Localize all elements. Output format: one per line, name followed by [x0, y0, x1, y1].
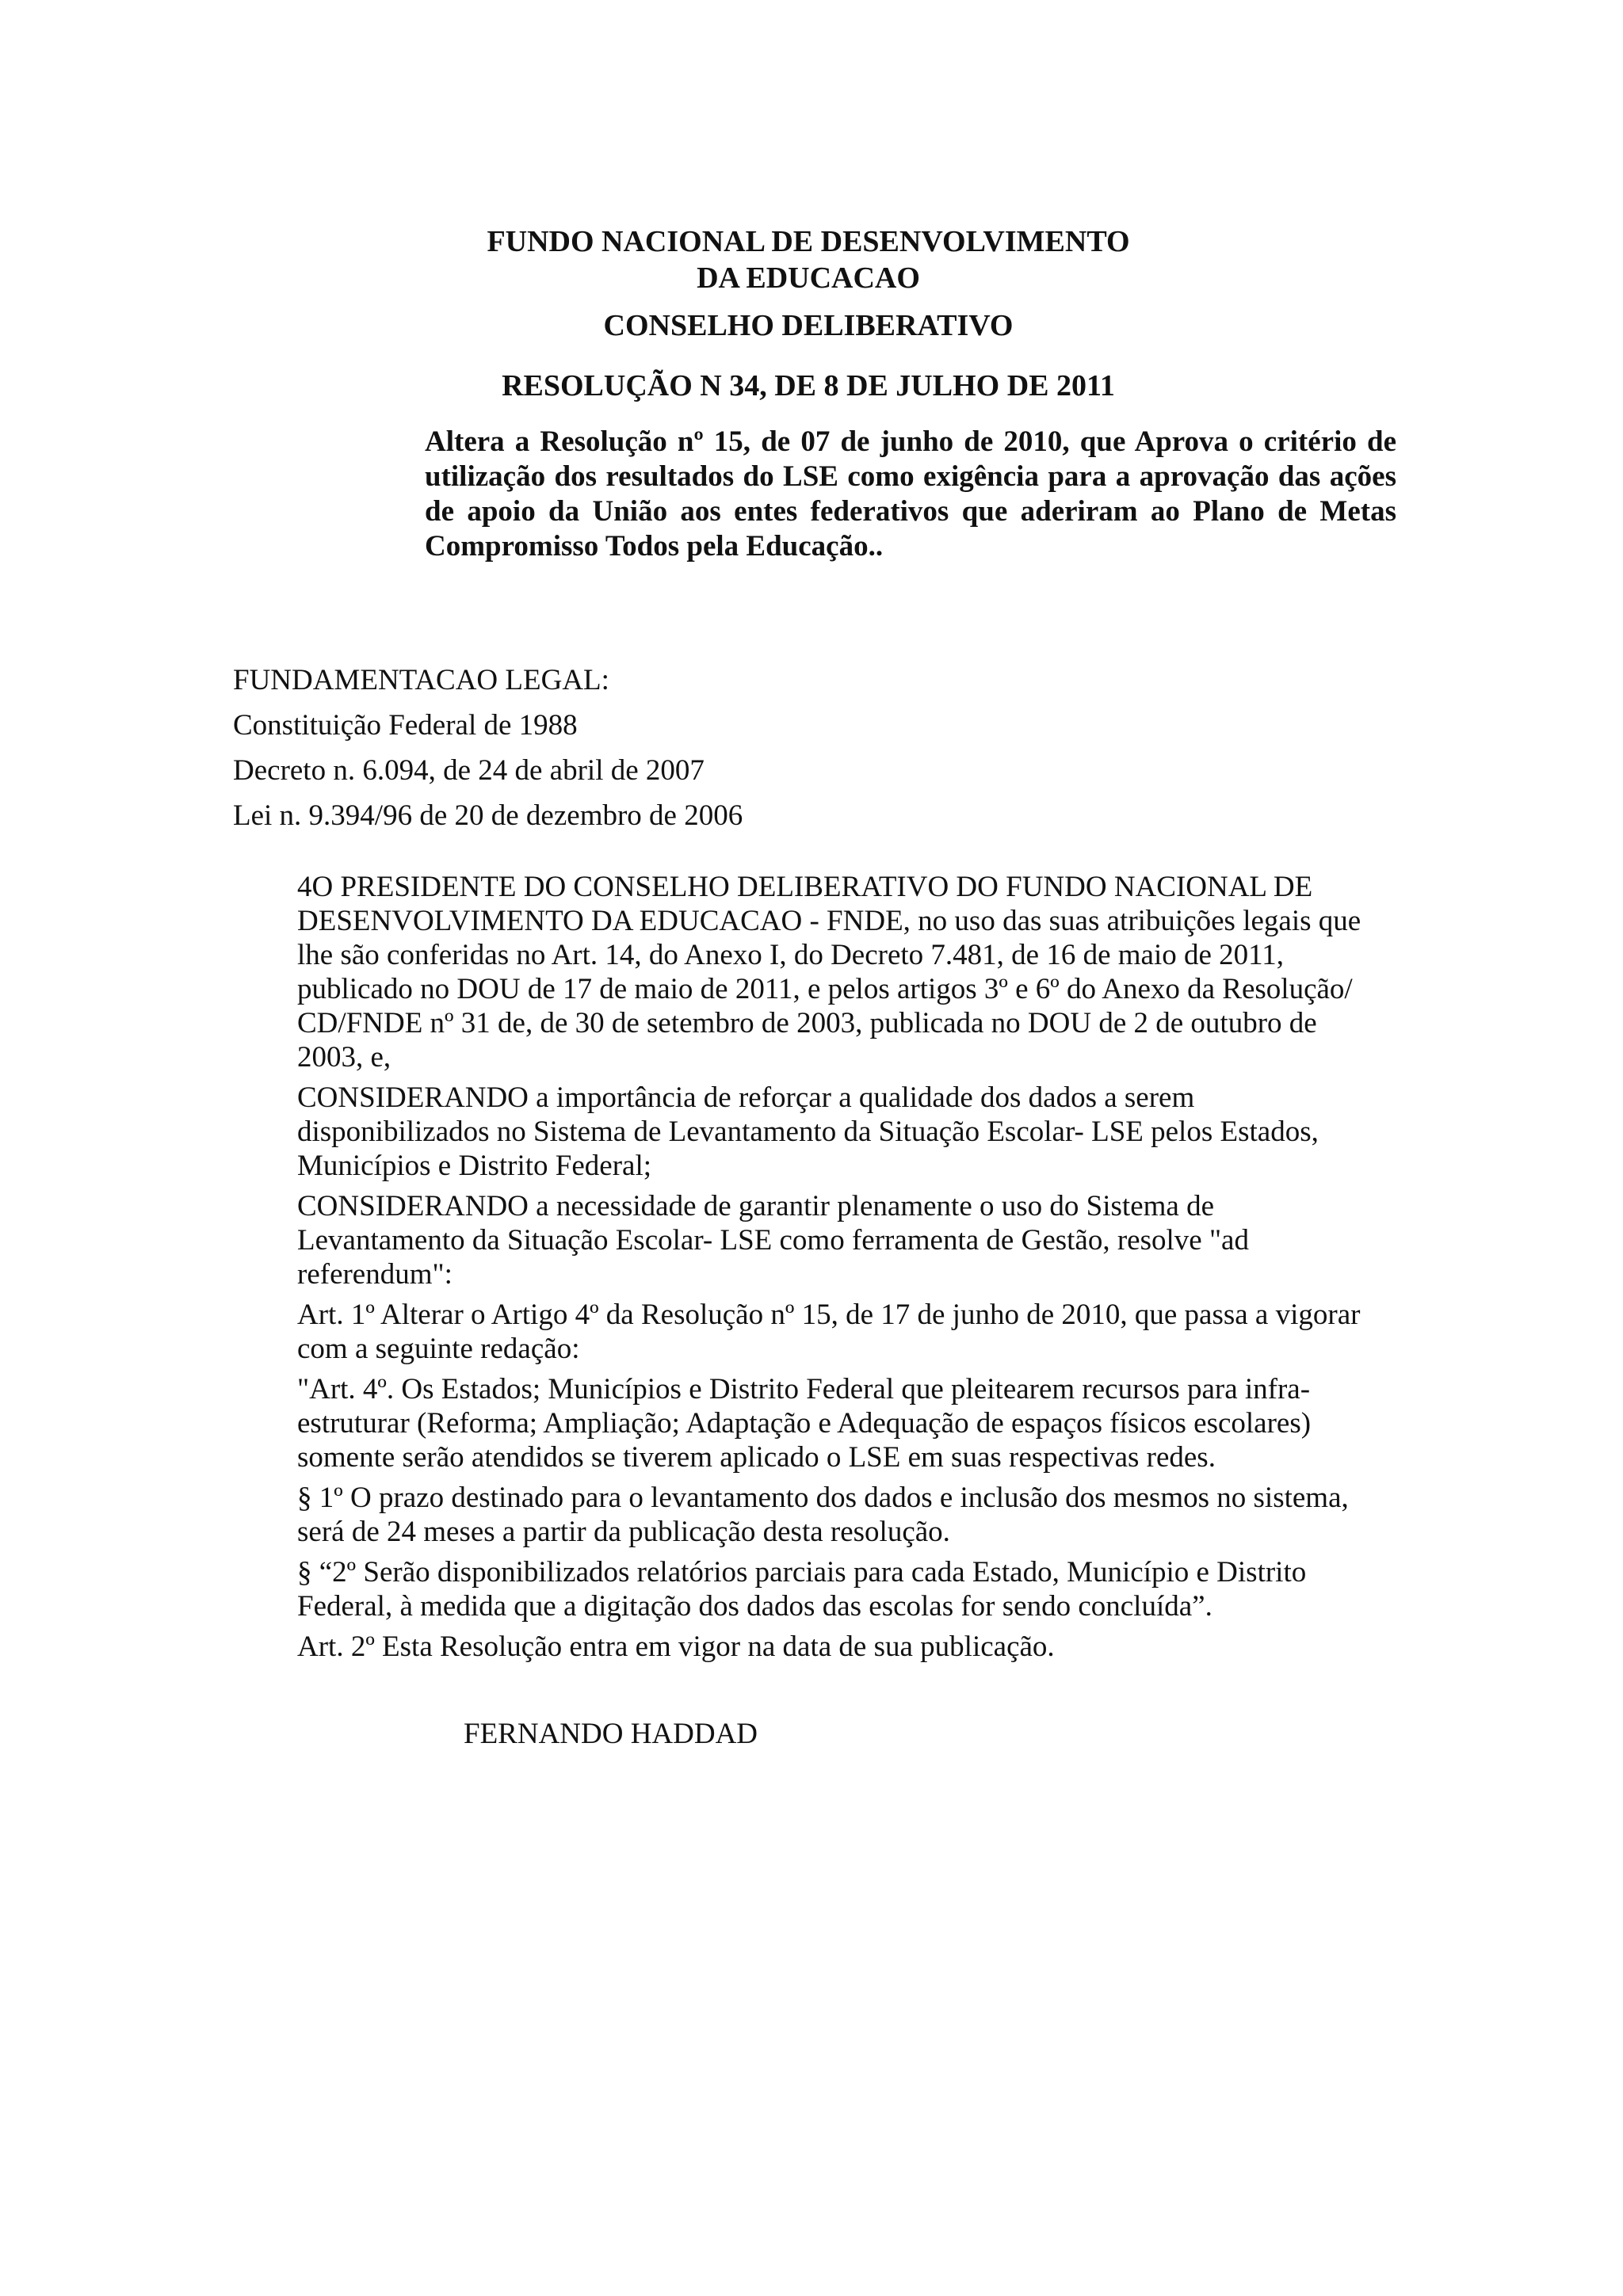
text-line: § 1º O prazo destinado para o levantamento dos dados e inclusão dos mesmos no sistema,: [297, 1482, 1349, 1514]
text-line: referendum":: [297, 1258, 453, 1291]
text-line: publicado no DOU de 17 de maio de 2011, e pelos artigos 3º e 6º do Anexo da Resolução/: [297, 973, 1353, 1005]
resolution-title: RESOLUÇÃO N 34, DE 8 DE JULHO DE 2011: [502, 369, 1115, 402]
ementa: Altera a Resolução nº 15, de 07 de junho de 2010, que Aprova o critério de utilização dos resultados do LSE como exigência para a aprovação das ações de apoio da União aos entes federativos que aderiram ao Plano de Metas Compromisso Todos pela Educação..: [425, 425, 1396, 563]
text-line: § “2º Serão disponibilizados relatórios parciais para cada Estado, Município e Distrito: [297, 1556, 1307, 1589]
text-line: será de 24 meses a partir da publicação desta resolução.: [297, 1516, 950, 1548]
legal-basis-item: Decreto n. 6.094, de 24 de abril de 2007: [233, 754, 705, 787]
council-name: CONSELHO DELIBERATIVO: [603, 309, 1014, 342]
text-line: 4O PRESIDENTE DO CONSELHO DELIBERATIVO DO FUNDO NACIONAL DE: [297, 871, 1313, 903]
text-line: Levantamento da Situação Escolar- LSE como ferramenta de Gestão, resolve "ad: [297, 1224, 1249, 1257]
text-line: com a seguinte redação:: [297, 1333, 580, 1365]
text-line: 2003, e,: [297, 1041, 391, 1074]
text-line: Art. 1º Alterar o Artigo 4º da Resolução nº 15, de 17 de junho de 2010, que passa a vigorar: [297, 1299, 1361, 1331]
text-line: "Art. 4º. Os Estados; Municípios e Distrito Federal que pleitearem recursos para infra-: [297, 1373, 1311, 1405]
text-line: CD/FNDE nº 31 de, de 30 de setembro de 2003, publicada no DOU de 2 de outubro de: [297, 1007, 1317, 1039]
considerando-paragraph: [297, 1081, 1407, 1183]
signature-name: FERNANDO HADDAD: [464, 1718, 758, 1750]
legal-basis-item: Constituição Federal de 1988: [233, 709, 578, 742]
text-line: DESENVOLVIMENTO DA EDUCACAO - FNDE, no uso das suas atribuições legais que: [297, 905, 1361, 937]
text-line: CONSIDERANDO a necessidade de garantir plenamente o uso do Sistema de: [297, 1190, 1214, 1222]
article-2: [297, 1630, 1407, 1664]
institution-name-line1: FUNDO NACIONAL DE DESENVOLVIMENTO: [487, 225, 1130, 258]
considerando-paragraph: [297, 1189, 1407, 1291]
article-4-text: [297, 1372, 1407, 1474]
text-line: Art. 2º Esta Resolução entra em vigor na data de sua publicação.: [297, 1630, 1055, 1663]
text-line: lhe são conferidas no Art. 14, do Anexo I, do Decreto 7.481, de 16 de maio de 2011,: [297, 939, 1285, 971]
legal-basis-item: Lei n. 9.394/96 de 20 de dezembro de 2006: [233, 799, 743, 832]
article-1: [297, 1298, 1407, 1366]
resolution-body: [297, 870, 1407, 1670]
paragraph-1: [297, 1481, 1407, 1549]
paragraph-2: [297, 1555, 1407, 1623]
text-line: Federal, à medida que a digitação dos dados das escolas for sendo concluída”.: [297, 1590, 1212, 1623]
institution-name-line2: DA EDUCACAO: [697, 261, 920, 295]
preamble-paragraph: [297, 870, 1407, 1074]
text-line: Municípios e Distrito Federal;: [297, 1150, 652, 1182]
text-line: estruturar (Reforma; Ampliação; Adaptação e Adequação de espaços físicos escolares): [297, 1407, 1312, 1440]
legal-basis-title: FUNDAMENTACAO LEGAL:: [233, 664, 609, 696]
text-line: CONSIDERANDO a importância de reforçar a qualidade dos dados a serem: [297, 1081, 1195, 1114]
legal-basis: [233, 658, 743, 838]
text-line: somente serão atendidos se tiverem aplicado o LSE em suas respectivas redes.: [297, 1441, 1216, 1474]
text-line: disponibilizados no Sistema de Levantamento da Situação Escolar- LSE pelos Estados,: [297, 1116, 1319, 1148]
